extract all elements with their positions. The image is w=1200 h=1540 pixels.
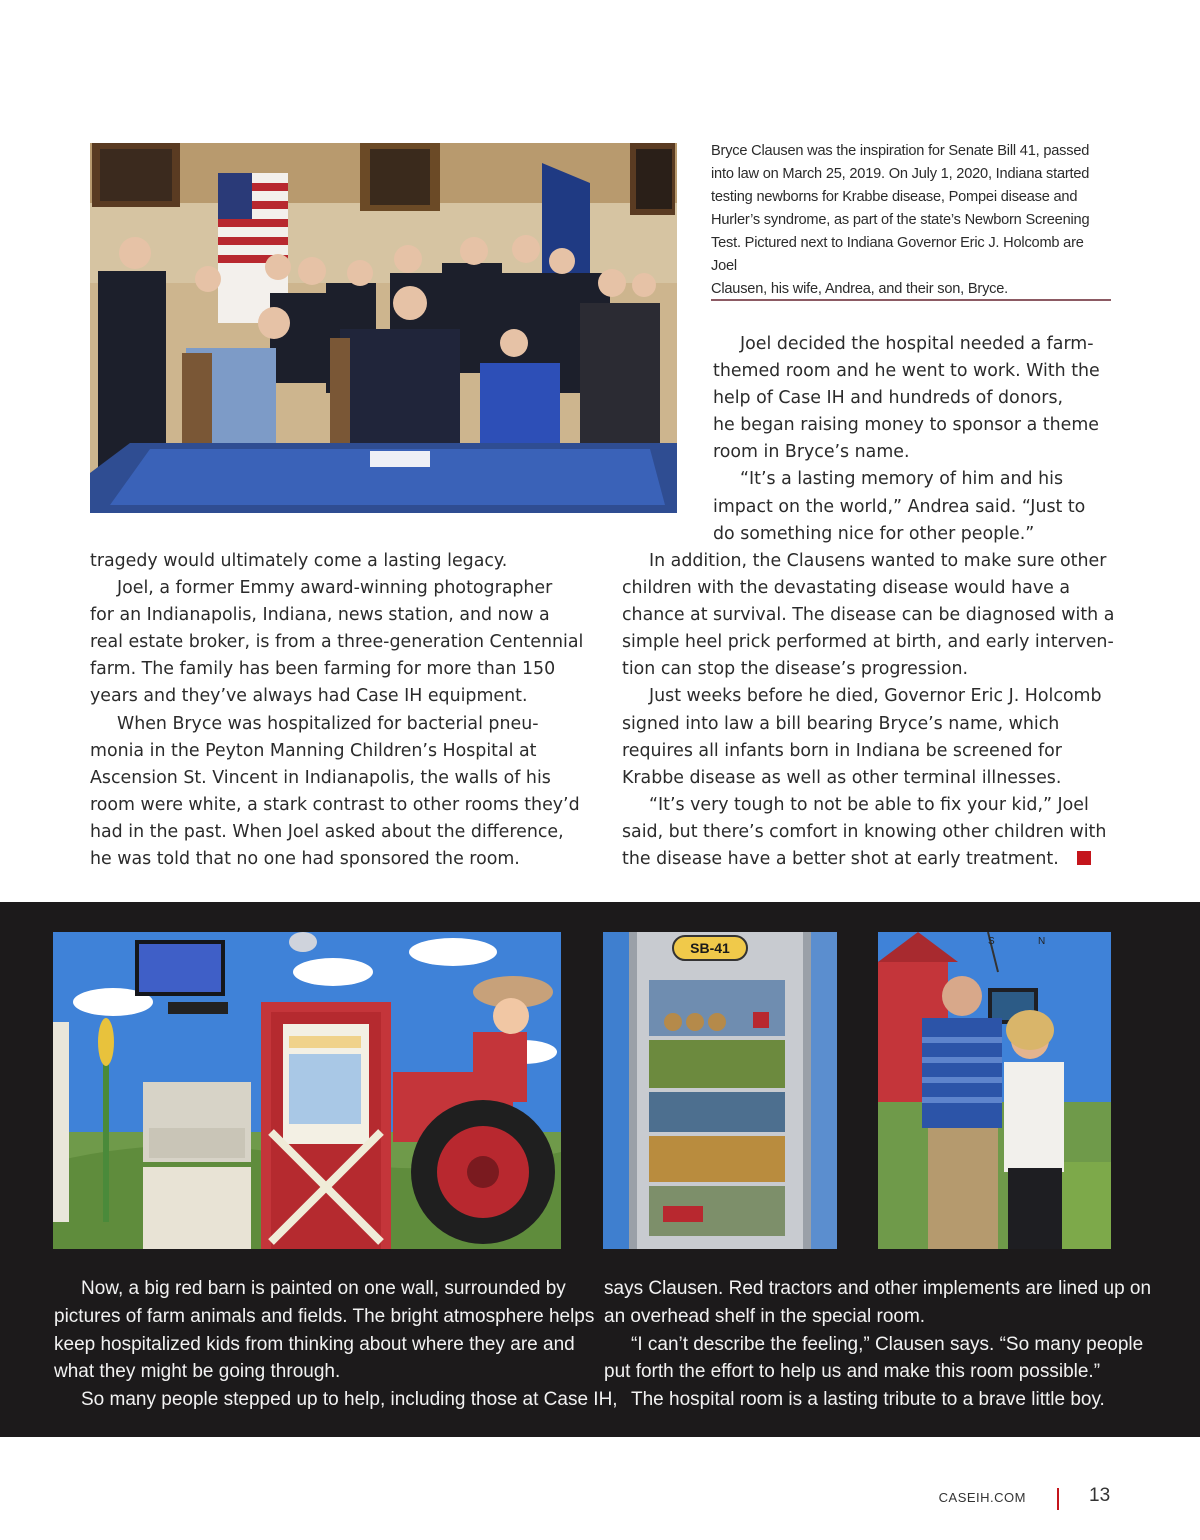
footer-website: CASEIH.COM <box>938 1490 1026 1505</box>
body-line: room in Bryce’s name. <box>713 442 910 463</box>
article-column-left <box>90 548 590 873</box>
body-line: tion can stop the disease’s progression. <box>622 659 969 680</box>
compass-n-text: N <box>1038 936 1046 947</box>
photo-caption <box>711 140 1111 301</box>
body-line: chance at survival. The disease can be diagnosed with a <box>622 605 1115 626</box>
body-line: the disease have a better shot at early treatment. <box>622 849 1059 870</box>
caption-line: into law on March 25, 2019. On July 1, 2020, Indiana started <box>711 166 1090 182</box>
body-line: real estate broker, is from a three-generation Centennial <box>90 632 584 653</box>
body-line: he was told that no one had sponsored the room. <box>90 849 520 870</box>
caption-line: Test. Pictured next to Indiana Governor Eric J. Holcomb are Joel <box>711 235 1084 274</box>
body-line: he began raising money to sponsor a theme <box>713 415 1099 436</box>
body-line: Joel, a former Emmy award-winning photographer <box>117 578 553 599</box>
band-line: what they might be going through. <box>54 1361 341 1383</box>
caption-line: Clausen, his wife, Andrea, and their son, Bryce. <box>711 281 1009 297</box>
body-line-last <box>622 846 1122 873</box>
caption-column-left <box>54 1275 618 1414</box>
band-line: So many people stepped up to help, including those at Case IH, <box>81 1389 618 1411</box>
band-line: put forth the effort to help us and make this room possible.” <box>604 1361 1101 1383</box>
page-number: 13 <box>1089 1485 1111 1506</box>
caption-line: Bryce Clausen was the inspiration for Senate Bill 41, passed <box>711 143 1090 159</box>
band-line: says Clausen. Red tractors and other implements are lined up on <box>604 1278 1152 1299</box>
body-line: farm. The family has been farming for more than 150 <box>90 659 556 680</box>
band-line: keep hospitalized kids from thinking about where they are and <box>54 1333 575 1355</box>
body-line: “It’s very tough to not be able to fix your kid,” Joel <box>649 794 1089 815</box>
body-line: Just weeks before he died, Governor Eric J. Holcomb <box>649 686 1102 707</box>
article-column-right <box>622 548 1122 873</box>
compass-s-text: S <box>988 936 995 947</box>
clausen-couple-photo <box>878 932 1111 1249</box>
body-line: for an Indianapolis, Indiana, news station, and now a <box>90 605 550 626</box>
body-line: tragedy would ultimately come a lasting legacy. <box>90 551 508 571</box>
body-line: Ascension St. Vincent in Indianapolis, the walls of his <box>90 767 551 788</box>
footer-divider <box>1057 1488 1059 1510</box>
sb-41-door-photo <box>603 932 837 1249</box>
end-of-article-mark <box>1077 851 1091 865</box>
body-line: requires all infants born in Indiana be screened for <box>622 740 1062 761</box>
band-line: “I can’t describe the feeling,” Clausen says. “So many people <box>631 1333 1144 1355</box>
body-line: signed into law a bill bearing Bryce’s name, which <box>622 713 1060 734</box>
band-line: Now, a big red barn is painted on one wall, surrounded by <box>81 1278 566 1299</box>
article-column-top <box>713 331 1113 548</box>
body-line: “It’s a lasting memory of him and his <box>740 469 1064 490</box>
body-line: In addition, the Clausens wanted to make sure other <box>649 551 1107 571</box>
body-line: years and they’ve always had Case IH equipment. <box>90 686 528 707</box>
caption-column-right <box>604 1275 1151 1414</box>
body-line: When Bryce was hospitalized for bacterial pneu- <box>117 713 539 734</box>
body-line: had in the past. When Joel asked about the difference, <box>90 821 564 842</box>
bill-signing-photo <box>90 143 677 513</box>
body-line: said, but there’s comfort in knowing other children with <box>622 821 1107 842</box>
body-line: room were white, a stark contrast to other rooms they’d <box>90 794 580 815</box>
band-line: an overhead shelf in the special room. <box>604 1305 926 1327</box>
caption-line: testing newborns for Krabbe disease, Pompei disease and <box>711 189 1078 205</box>
body-line: Krabbe disease as well as other terminal illnesses. <box>622 767 1062 788</box>
body-line: impact on the world,” Andrea said. “Just to <box>713 496 1086 517</box>
body-line: children with the devastating disease would have a <box>622 578 1070 599</box>
body-line: Joel decided the hospital needed a farm- <box>740 334 1094 354</box>
body-line: help of Case IH and hundreds of donors, <box>713 388 1064 409</box>
door-sign-text: SB-41 <box>690 940 730 956</box>
body-line: monia in the Peyton Manning Children’s Hospital at <box>90 740 537 761</box>
band-line: The hospital room is a lasting tribute to a brave little boy. <box>631 1389 1105 1411</box>
hospital-room-mural-photo <box>53 932 561 1249</box>
body-line: themed room and he went to work. With the <box>713 361 1100 382</box>
body-line: do something nice for other people.” <box>713 523 1035 544</box>
body-line: simple heel prick performed at birth, and early interven- <box>622 632 1114 653</box>
caption-divider <box>711 299 1111 301</box>
band-line: pictures of farm animals and fields. The bright atmosphere helps <box>54 1305 595 1327</box>
caption-line: Hurler’s syndrome, as part of the state’s Newborn Screening <box>711 212 1090 228</box>
